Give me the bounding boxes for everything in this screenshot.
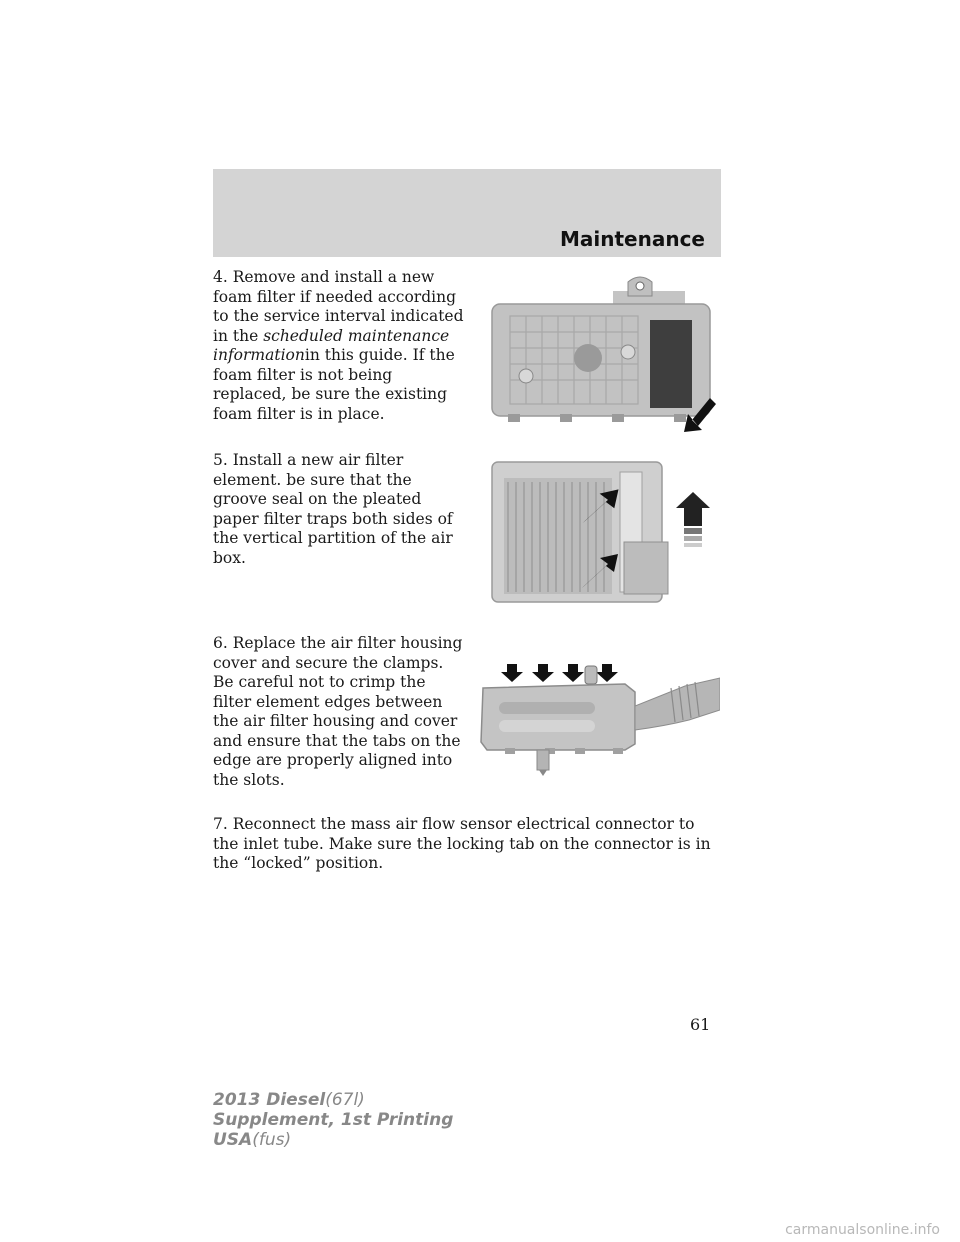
step-4-post: in this guide. If the foam filter is not being replaced, be sure the existing foam filter is in place. bbox=[213, 346, 455, 423]
footer-year-model: 2013 Diesel bbox=[213, 1090, 326, 1110]
air-filter-element-illustration bbox=[488, 456, 718, 610]
footer-edition bbox=[213, 1090, 453, 1150]
watermark: carmanualsonline.info bbox=[785, 1222, 940, 1238]
page-number: 61 bbox=[690, 1015, 711, 1034]
step-7-text: 7. Reconnect the mass air flow sensor electrical connector to the inlet tube. Make sure the locking tab on the connector is in the “locked” position. bbox=[213, 815, 711, 872]
footer-region: USA bbox=[213, 1130, 253, 1150]
step-5-text: 5. Install a new air filter element. be sure that the groove seal on the pleated paper filter traps both sides of the vertical partition of the air box. bbox=[213, 451, 453, 567]
section-title: Maintenance bbox=[559, 227, 705, 251]
housing-cover-illustration bbox=[475, 664, 720, 776]
step-6-text: 6. Replace the air filter housing cover and secure the clamps. Be careful not to crimp the filter element edges between the air filter housing and cover and ensure that the tabs on the edge are properly aligned into the slots. bbox=[213, 634, 463, 789]
step-4-text bbox=[213, 268, 468, 424]
step-4-italic: scheduled maintenance information bbox=[213, 326, 450, 364]
foam-filter-illustration bbox=[488, 276, 718, 438]
footer-code: (67l) bbox=[325, 1090, 365, 1110]
section-header-band bbox=[213, 169, 721, 257]
step-4-pre: 4. Remove and install a new foam filter if needed according to the service interval indicated in the bbox=[213, 268, 464, 345]
footer-printing: Supplement, 1st Printing bbox=[213, 1110, 454, 1130]
footer-region-code: (fus) bbox=[252, 1130, 292, 1150]
